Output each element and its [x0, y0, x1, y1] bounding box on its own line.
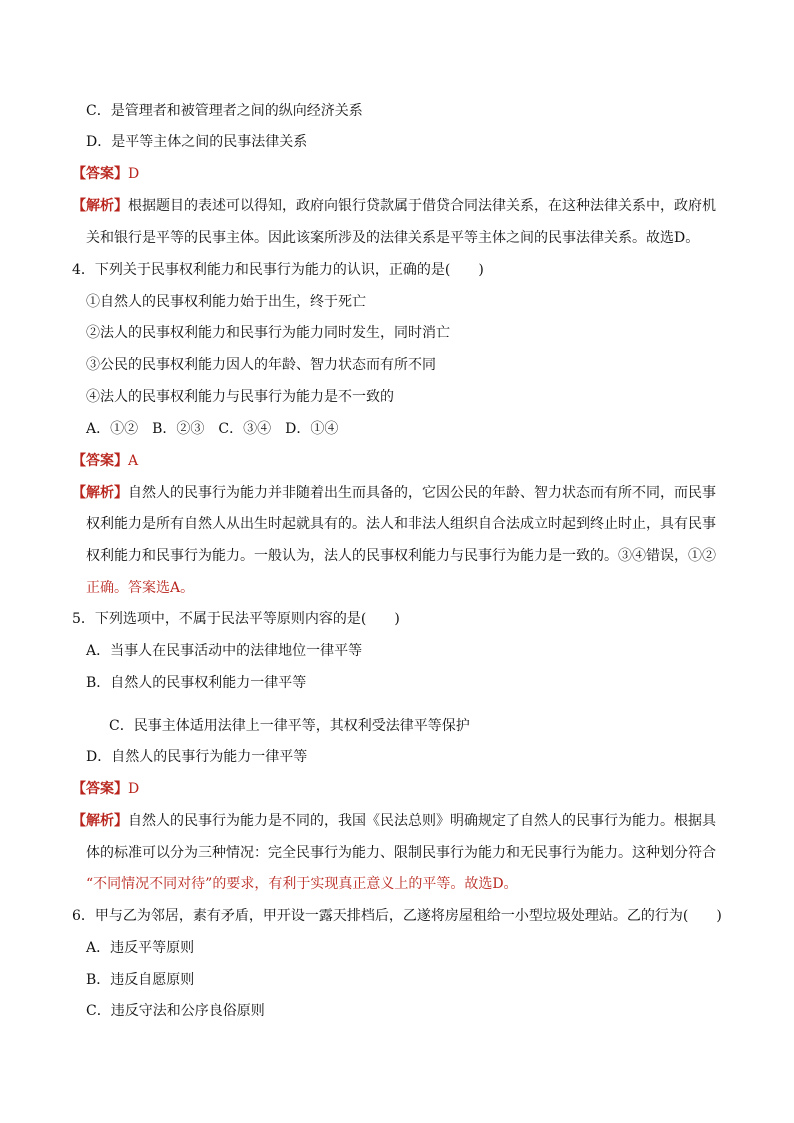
q5-option-c: C．民事主体适用法律上一律平等，其权利受法律平等保护 — [109, 718, 470, 734]
q5-option-b: B．自然人的民事权利能力一律平等 — [86, 675, 307, 691]
answer-value: A — [128, 453, 139, 469]
analysis-text: 自然人的民事行为能力并非随着出生而具备的，它因公民的年龄、智力状态而有所不同，而民事 — [128, 485, 716, 501]
q5-analysis-line-1 — [72, 811, 716, 831]
analysis-tag: 【解析】 — [72, 485, 128, 501]
q5-answer-line — [72, 779, 139, 799]
answer-value: D — [128, 166, 140, 182]
analysis-text: 根据题目的表述可以得知，政府向银行贷款属于借贷合同法律关系，在这种法律关系中，政府机 — [128, 198, 716, 214]
q5-option-d: D．自然人的民事行为能力一律平等 — [86, 749, 308, 765]
q4-analysis-line-3: 权利能力和民事行为能力。一般认为，法人的民事权利能力与民事行为能力是一致的。③④错误，①② — [86, 548, 716, 564]
q4-answer-line — [72, 451, 138, 471]
q3-option-d: D．是平等主体之间的民事法律关系 — [86, 134, 308, 150]
q4-stem: 4．下列关于民事权利能力和民事行为能力的认识，正确的是( ) — [72, 262, 484, 278]
q4-options: A．①② B．②③ C．③④ D．①④ — [86, 421, 339, 437]
q3-option-c: C．是管理者和被管理者之间的纵向经济关系 — [86, 103, 363, 119]
q6-option-a: A．违反平等原则 — [86, 940, 195, 956]
answer-tag: 【答案】 — [72, 781, 128, 797]
q6-option-c: C．违反守法和公序良俗原则 — [86, 1003, 265, 1019]
q5-option-a: A．当事人在民事活动中的法律地位一律平等 — [86, 643, 363, 659]
q5-analysis-line-2: 体的标准可以分为三种情况：完全民事行为能力、限制民事行为能力和无民事行为能力。这种划分符合 — [86, 845, 716, 861]
q3-answer-line — [72, 164, 139, 184]
answer-value: D — [128, 781, 140, 797]
analysis-tag: 【解析】 — [72, 198, 128, 214]
q3-analysis-line-2: 关和银行是平等的民事主体。因此该案所涉及的法律关系是平等主体之间的民事法律关系。故选D。 — [86, 230, 700, 246]
q4-item-2: ②法人的民事权利能力和民事行为能力同时发生，同时消亡 — [86, 325, 450, 341]
analysis-text: 自然人的民事行为能力是不同的，我国《民法总则》明确规定了自然人的民事行为能力。根据具 — [128, 813, 716, 829]
q5-analysis-line-3: “不同情况不同对待”的要求，有利于实现真正意义上的平等。故选D。 — [86, 876, 518, 892]
q6-stem: 6．甲与乙为邻居，素有矛盾，甲开设一露天排档后，乙遂将房屋租给一小型垃圾处理站。乙的行为( ) — [72, 908, 722, 924]
q4-analysis-line-2: 权利能力是所有自然人从出生时起就具有的。法人和非法人组织自合法成立时起到终止时止，具有民事 — [86, 516, 716, 532]
q4-item-4: ④法人的民事权利能力与民事行为能力是不一致的 — [86, 389, 394, 405]
q4-item-3: ③公民的民事权利能力因人的年龄、智力状态而有所不同 — [86, 357, 436, 373]
q3-analysis-line-1 — [72, 196, 716, 216]
q4-item-1: ①自然人的民事权利能力始于出生，终于死亡 — [86, 294, 366, 310]
answer-tag: 【答案】 — [72, 166, 128, 182]
q5-stem: 5．下列选项中，不属于民法平等原则内容的是( ) — [72, 611, 400, 627]
answer-tag: 【答案】 — [72, 453, 128, 469]
q4-analysis-line-1 — [72, 483, 716, 503]
q4-analysis-line-4: 正确。答案选A。 — [86, 580, 195, 596]
analysis-tag: 【解析】 — [72, 813, 128, 829]
q6-option-b: B．违反自愿原则 — [86, 972, 195, 988]
